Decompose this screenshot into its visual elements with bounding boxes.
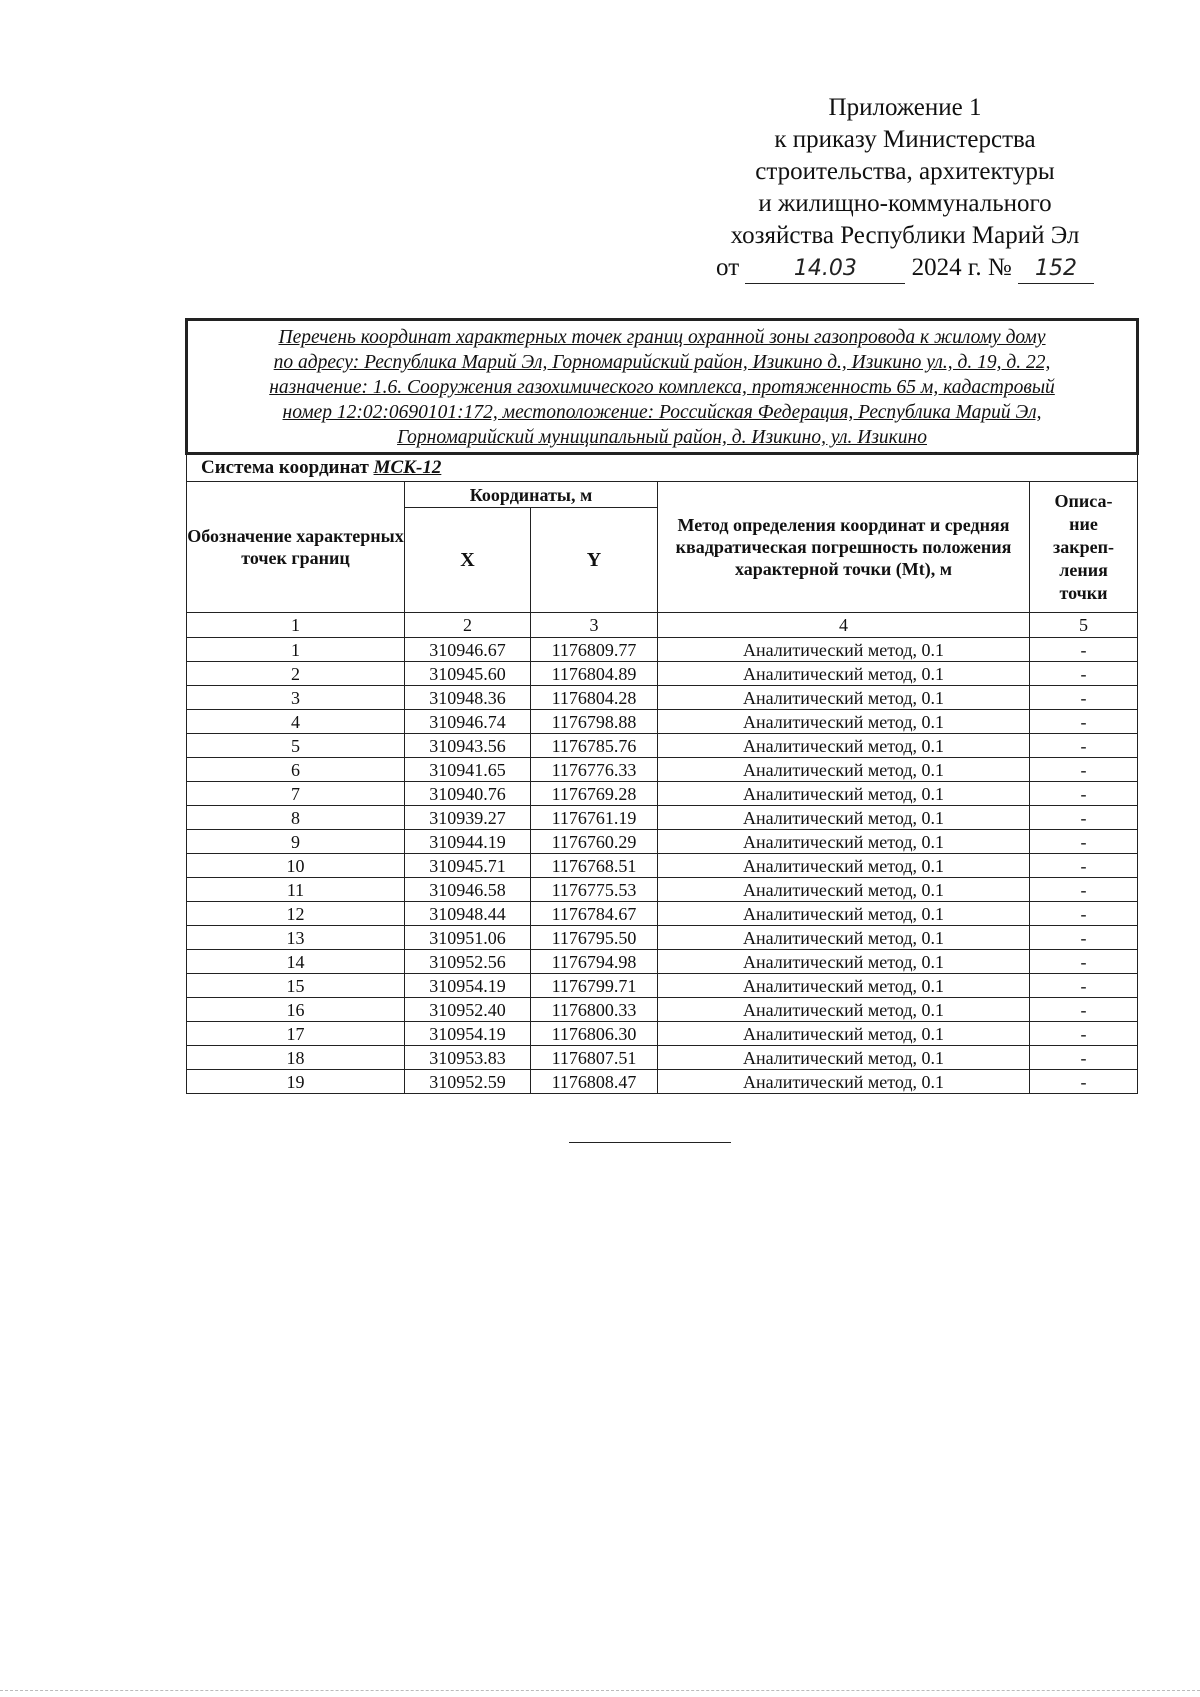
table-row — [187, 734, 1138, 758]
cell-method: Аналитический метод, 0.1 — [658, 806, 1030, 830]
cell-description: - — [1030, 1022, 1138, 1046]
cell-method: Аналитический метод, 0.1 — [658, 974, 1030, 998]
cell-method: Аналитический метод, 0.1 — [658, 1022, 1030, 1046]
cell-y: 1176784.67 — [531, 902, 658, 926]
cell-description: - — [1030, 710, 1138, 734]
scan-edge-line — [0, 1690, 1200, 1691]
cell-method: Аналитический метод, 0.1 — [658, 758, 1030, 782]
handwritten-order-number: 152 — [1018, 255, 1094, 284]
cell-y: 1176761.19 — [531, 806, 658, 830]
header-description-line: точки — [1059, 582, 1108, 603]
appendix-line: и жилищно-коммунального — [758, 190, 1052, 217]
cell-description: - — [1030, 950, 1138, 974]
cell-x: 310945.71 — [405, 854, 531, 878]
cell-y: 1176804.89 — [531, 662, 658, 686]
cell-point: 8 — [187, 806, 405, 830]
cell-method: Аналитический метод, 0.1 — [658, 950, 1030, 974]
header-method: Метод определения координат и средняя квадратическая погрешность положения характерной точки (Mt), м — [658, 482, 1030, 613]
table-row — [187, 878, 1138, 902]
cell-method: Аналитический метод, 0.1 — [658, 926, 1030, 950]
cell-point: 4 — [187, 710, 405, 734]
cell-point: 12 — [187, 902, 405, 926]
cell-x: 310946.74 — [405, 710, 531, 734]
cell-method: Аналитический метод, 0.1 — [658, 686, 1030, 710]
cell-point: 3 — [187, 686, 405, 710]
cell-description: - — [1030, 974, 1138, 998]
cell-point: 5 — [187, 734, 405, 758]
table-row — [187, 998, 1138, 1022]
cell-x: 310944.19 — [405, 830, 531, 854]
cell-y: 1176776.33 — [531, 758, 658, 782]
cell-x: 310941.65 — [405, 758, 531, 782]
cell-description: - — [1030, 758, 1138, 782]
cell-description: - — [1030, 1070, 1138, 1094]
cell-point: 16 — [187, 998, 405, 1022]
table-row — [187, 926, 1138, 950]
cell-method: Аналитический метод, 0.1 — [658, 830, 1030, 854]
cell-y: 1176808.47 — [531, 1070, 658, 1094]
header-description-line: закреп- — [1053, 536, 1115, 557]
cell-y: 1176806.30 — [531, 1022, 658, 1046]
cell-point: 19 — [187, 1070, 405, 1094]
table-row — [187, 902, 1138, 926]
appendix-line: хозяйства Республики Марий Эл — [730, 222, 1080, 249]
cell-point: 9 — [187, 830, 405, 854]
coordinate-system-row — [187, 454, 1138, 482]
handwritten-date: 14.03 — [745, 255, 905, 284]
column-number: 1 — [187, 613, 405, 638]
cell-x: 310952.40 — [405, 998, 531, 1022]
cell-point: 11 — [187, 878, 405, 902]
cell-y: 1176800.33 — [531, 998, 658, 1022]
cell-description: - — [1030, 806, 1138, 830]
cell-method: Аналитический метод, 0.1 — [658, 710, 1030, 734]
table-row — [187, 710, 1138, 734]
cell-point: 6 — [187, 758, 405, 782]
cell-method: Аналитический метод, 0.1 — [658, 998, 1030, 1022]
cell-x: 310945.60 — [405, 662, 531, 686]
table-row — [187, 758, 1138, 782]
cell-point: 17 — [187, 1022, 405, 1046]
cell-point: 1 — [187, 638, 405, 662]
table-row — [187, 782, 1138, 806]
column-number-row — [187, 613, 1138, 638]
cell-x: 310940.76 — [405, 782, 531, 806]
table-row — [187, 1046, 1138, 1070]
cell-description: - — [1030, 998, 1138, 1022]
header-coordinates: Координаты, м — [405, 482, 658, 508]
cell-y: 1176798.88 — [531, 710, 658, 734]
cell-method: Аналитический метод, 0.1 — [658, 854, 1030, 878]
caption-line: назначение: 1.6. Сооружения газохимического комплекса, протяженность 65 м, кадастровый — [269, 377, 1055, 398]
header-designation: Обозначение характерных точек границ — [187, 482, 405, 613]
cell-y: 1176769.28 — [531, 782, 658, 806]
cell-method: Аналитический метод, 0.1 — [658, 734, 1030, 758]
header-x: X — [405, 508, 531, 613]
cell-description: - — [1030, 854, 1138, 878]
cell-x: 310939.27 — [405, 806, 531, 830]
cell-y: 1176785.76 — [531, 734, 658, 758]
end-of-document-line — [569, 1142, 731, 1143]
table-row — [187, 854, 1138, 878]
cell-description: - — [1030, 878, 1138, 902]
cell-method: Аналитический метод, 0.1 — [658, 662, 1030, 686]
cell-method: Аналитический метод, 0.1 — [658, 638, 1030, 662]
cell-x: 310943.56 — [405, 734, 531, 758]
cell-description: - — [1030, 926, 1138, 950]
table-row — [187, 950, 1138, 974]
coordinate-system-label: Система координат — [201, 457, 369, 478]
header-description-line: ние — [1069, 513, 1098, 534]
caption-line: Горномарийский муниципальный район, д. Изикино, ул. Изикино — [397, 427, 927, 448]
cell-point: 2 — [187, 662, 405, 686]
table-row — [187, 1070, 1138, 1094]
table-row — [187, 974, 1138, 998]
cell-description: - — [1030, 734, 1138, 758]
header-description — [1030, 482, 1138, 613]
cell-description: - — [1030, 638, 1138, 662]
cell-description: - — [1030, 1046, 1138, 1070]
header-y: Y — [531, 508, 658, 613]
cell-point: 13 — [187, 926, 405, 950]
cell-y: 1176775.53 — [531, 878, 658, 902]
caption-line: номер 12:02:0690101:172, местоположение: Российская Федерация, Республика Марий Эл, — [282, 402, 1042, 423]
appendix-line: к приказу Министерства — [774, 126, 1036, 153]
table-row — [187, 662, 1138, 686]
cell-y: 1176799.71 — [531, 974, 658, 998]
cell-y: 1176795.50 — [531, 926, 658, 950]
cell-point: 7 — [187, 782, 405, 806]
table-row — [187, 686, 1138, 710]
cell-method: Аналитический метод, 0.1 — [658, 1046, 1030, 1070]
cell-point: 18 — [187, 1046, 405, 1070]
coordinate-system-value: МСК-12 — [373, 457, 442, 478]
column-number: 4 — [658, 613, 1030, 638]
column-number: 2 — [405, 613, 531, 638]
cell-method: Аналитический метод, 0.1 — [658, 782, 1030, 806]
table-row — [187, 638, 1138, 662]
cell-point: 14 — [187, 950, 405, 974]
year-and-number-label: 2024 г. № — [911, 254, 1012, 281]
cell-x: 310948.36 — [405, 686, 531, 710]
cell-x: 310946.58 — [405, 878, 531, 902]
table-row — [187, 806, 1138, 830]
cell-x: 310954.19 — [405, 1022, 531, 1046]
cell-y: 1176809.77 — [531, 638, 658, 662]
table-row — [187, 1022, 1138, 1046]
coordinates-table — [185, 318, 1139, 1094]
cell-point: 10 — [187, 854, 405, 878]
cell-y: 1176794.98 — [531, 950, 658, 974]
cell-x: 310951.06 — [405, 926, 531, 950]
appendix-line: строительства, архитектуры — [755, 158, 1055, 185]
cell-description: - — [1030, 686, 1138, 710]
table-row — [187, 830, 1138, 854]
column-number: 3 — [531, 613, 658, 638]
cell-x: 310954.19 — [405, 974, 531, 998]
cell-x: 310946.67 — [405, 638, 531, 662]
cell-x: 310952.56 — [405, 950, 531, 974]
cell-description: - — [1030, 662, 1138, 686]
cell-y: 1176804.28 — [531, 686, 658, 710]
header-description-line: Описа- — [1054, 490, 1113, 511]
header-description-line: ления — [1059, 559, 1108, 580]
cell-x: 310952.59 — [405, 1070, 531, 1094]
cell-x: 310948.44 — [405, 902, 531, 926]
column-number: 5 — [1030, 613, 1138, 638]
cell-description: - — [1030, 830, 1138, 854]
cell-method: Аналитический метод, 0.1 — [658, 902, 1030, 926]
cell-method: Аналитический метод, 0.1 — [658, 1070, 1030, 1094]
date-prefix: от — [716, 254, 740, 281]
cell-description: - — [1030, 782, 1138, 806]
cell-x: 310953.83 — [405, 1046, 531, 1070]
cell-y: 1176760.29 — [531, 830, 658, 854]
cell-description: - — [1030, 902, 1138, 926]
caption-line: по адресу: Республика Марий Эл, Горномарийский район, Изикино д., Изикино ул., д. 19, д. 22, — [273, 352, 1051, 373]
cell-point: 15 — [187, 974, 405, 998]
cell-y: 1176807.51 — [531, 1046, 658, 1070]
order-date-line — [690, 252, 1120, 284]
cell-method: Аналитический метод, 0.1 — [658, 878, 1030, 902]
appendix-header — [690, 92, 1120, 284]
cell-y: 1176768.51 — [531, 854, 658, 878]
table-caption — [187, 320, 1138, 454]
appendix-title: Приложение 1 — [828, 94, 982, 121]
caption-line: Перечень координат характерных точек границ охранной зоны газопровода к жилому дому — [278, 327, 1046, 348]
